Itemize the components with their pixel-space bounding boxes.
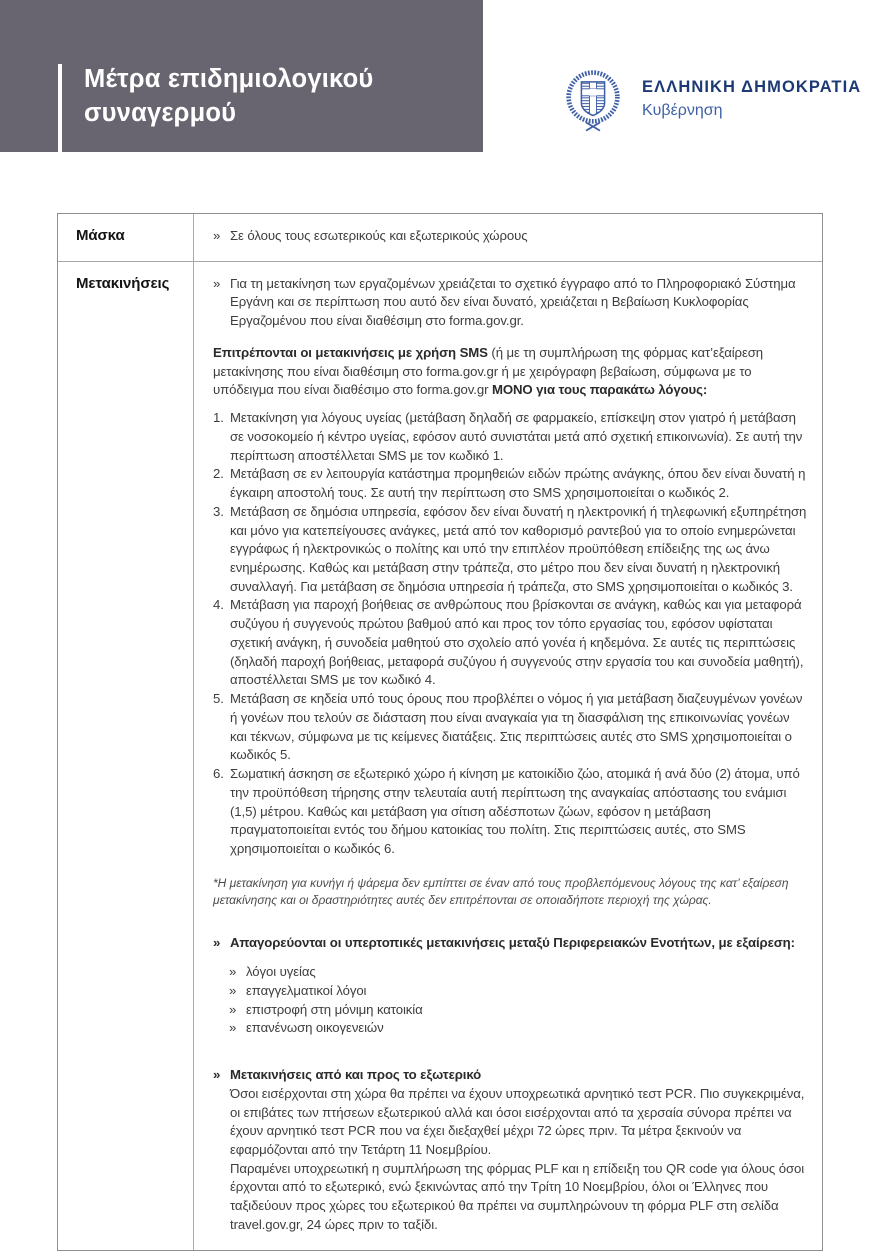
sms-intro-bold-1: Επιτρέπονται οι μετακινήσεις με χρήση SMS (213, 344, 488, 360)
item-number: 4. (213, 597, 224, 613)
exception-text: επιστροφή στη μόνιμη κατοικία (246, 1001, 423, 1017)
item-text: Μετακίνηση για λόγους υγείας (μετάβαση δηλαδή σε φαρμακείο, επίσκεψη στον γιατρό ή μετάβαση σε νοσοκομείο ή κέντρο υγείας, εφόσον αυτό συνιστάται μετά από σχετική επικοινωνία). Σε αυτή την περίπτωση αποστέλλεται SMS με τον κωδικό 1. (230, 410, 803, 463)
guillemet-bullet-icon: » (229, 964, 237, 980)
item-number: 2. (213, 466, 224, 482)
guillemet-bullet-icon: » (213, 275, 221, 291)
ban-heading-text: Απαγορεύονται οι υπερτοπικές μετακινήσεις μεταξύ Περιφερειακών Ενοτήτων, με εξαίρεση: (230, 935, 795, 951)
guillemet-bullet-icon: » (229, 1020, 237, 1036)
sms-permission-intro (213, 344, 807, 400)
page-title-line2: συναγερμού (84, 99, 237, 127)
movements-row-label: Μετακινήσεις (58, 262, 194, 1250)
exception-text: επαγγελματικοί λόγοι (246, 982, 367, 998)
item-number: 1. (213, 410, 224, 426)
sms-reason-item-5 (213, 690, 807, 765)
sms-intro-normal: (ή με τη συμπλήρωση της φόρμας κατ’εξαίρεση μετακίνησης που είναι διαθέσιμη στο forma.gov.gr ή με χειρόγραφη βεβαίωση, σύμφωνα με το υπόδειγμα που είναι διαθέσιμο στο forma.gov.gr (213, 344, 763, 398)
header-band (0, 0, 483, 152)
exception-item-2 (229, 982, 807, 1001)
sms-reason-item-4 (213, 596, 807, 690)
exception-item-4 (229, 1019, 807, 1038)
guillemet-bullet-icon: » (213, 1067, 221, 1083)
ban-exceptions-list (229, 963, 807, 1038)
item-number: 5. (213, 691, 224, 707)
mask-rule-text: Σε όλους τους εσωτερικούς και εξωτερικούς χώρους (230, 228, 528, 243)
sms-reason-item-3 (213, 503, 807, 597)
item-number: 6. (213, 766, 224, 782)
mask-row-label: Μάσκα (58, 214, 194, 262)
interregional-ban-heading (213, 934, 807, 953)
government-logo (564, 64, 861, 138)
guillemet-bullet-icon: » (213, 228, 221, 243)
item-text: Μετάβαση για παροχή βοήθειας σε ανθρώπους που βρίσκονται σε ανάγκη, καθώς και για μεταφορά συζύγου ή συγγενούς πρώτου βαθμού από και προς τον τόπο εργασίας του, εφόσον υφίσταται σχετική ανάγκη, ή συνοδεία μαθητού στο σχολείο από γονέα ή κηδεμόνα. Σε αυτές τις περιπτώσεις (δηλαδή παροχή βοήθειας, μεταφορά συζύγου ή συγγενούς στην εργασία του και συνοδεία μαθητή), αποστέλλεται SMS με τον κωδικό 4. (230, 597, 804, 688)
government-name: ΕΛΛΗΝΙΚΗ ΔΗΜΟΚΡΑΤΙΑ (642, 78, 862, 96)
measures-table (57, 213, 823, 1251)
guillemet-bullet-icon: » (213, 935, 221, 951)
abroad-body (213, 1085, 807, 1235)
sms-reason-item-1 (213, 409, 807, 465)
item-text: Σωματική άσκηση σε εξωτερικό χώρο ή κίνηση με κατοικίδιο ζώο, ατομικά ή ανά δύο (2) άτομα, υπό την προϋπόθεση τήρησης στην τελευταία αυτή περίπτωση της αναγκαίας απόστασης του ενάμισι (1,5) μέτρου. Καθώς και μετάβαση για σίτιση αδέσποτων ζώων, εφόσον η μετάβαση πραγματοποιείται εντός του δήμου κατοικίας του πολίτη. Στις περιπτώσεις αυτές, στο SMS χρησιμοποιείται ο κωδικός 6. (230, 766, 800, 857)
sms-intro-bold-2: ΜΟΝΟ για τους παρακάτω λόγους: (491, 382, 708, 398)
title-accent-bar (58, 64, 62, 152)
workers-certificate-text: Για τη μετακίνηση των εργαζομένων χρειάζεται το σχετικό έγγραφο από το Πληροφοριακό Σύστημα Εργάνη και σε περίπτωση που αυτό δεν είναι δυνατό, χρειάζεται η Βεβαίωση Κυκλοφορίας Εργαζομένου που είναι διαθέσιμη στο forma.gov.gr. (230, 275, 796, 329)
item-number: 3. (213, 503, 224, 519)
guillemet-bullet-icon: » (229, 1001, 237, 1017)
exception-text: επανένωση οικογενειών (246, 1020, 384, 1036)
sms-reasons-list (213, 409, 807, 859)
item-text: Μετάβαση σε κηδεία υπό τους όρους που προβλέπει ο νόμος ή για μετάβαση διαζευγμένων γονέων ή γονέων που τελούν σε διάσταση που είναι αναγκαία για τη διασφάλιση της επικοινωνίας γονέων και τέκνων, σύμφωνα με τις κείμενες διατάξεις. Στις περιπτώσεις αυτές στο SMS χρησιμοποιείται ο κωδικός 5. (230, 691, 803, 763)
guillemet-bullet-icon: » (229, 982, 237, 998)
abroad-travel-section (213, 1066, 807, 1235)
abroad-heading-text: Μετακινήσεις από και προς το εξωτερικό (230, 1067, 482, 1083)
movements-row-content (194, 262, 822, 1250)
government-subtitle: Κυβέρνηση (642, 102, 723, 119)
exception-text: λόγοι υγείας (246, 964, 316, 980)
greek-republic-emblem-icon (564, 64, 622, 138)
exception-item-3 (229, 1001, 807, 1020)
page-title-line1: Μέτρα επιδημιολογικού (84, 65, 374, 93)
government-logo-text (642, 78, 861, 120)
mask-row-content (194, 214, 822, 262)
page-title (84, 62, 373, 130)
hunting-fishing-footnote: *Η μετακίνηση για κυνήγι ή ψάρεμα δεν εμπίπτει σε έναν από τους προβλεπόμενους λόγους της κατ’ εξαίρεση μετακίνησης και οι δραστηριότητες αυτές δεν επιτρέπονται σε οποιαδήποτε περιοχή της χώρας. (213, 875, 789, 907)
item-text: Μετάβαση σε δημόσια υπηρεσία, εφόσον δεν είναι δυνατή η ηλεκτρονική ή τηλεφωνική εξυπηρέτηση και μόνο για κατεπείγουσες ανάγκες, μετά από τον καθορισμό ραντεβού για το οποίο ενημερώνεται εγγράφως ή ηλεκτρονικώς ο πολίτης και υπό την επιπλέον προϋπόθεση επίδειξης της ως άνω ενημέρωσης. Καθώς και μετάβαση στην τράπεζα, στο μέτρο που δεν είναι δυνατή η ηλεκτρονική συναλλαγή. Για μετάβαση σε δημόσια υπηρεσία ή τράπεζα, στο SMS χρησιμοποιείται ο κωδικός 3. (230, 503, 807, 594)
item-text: Μετάβαση σε εν λειτουργία κατάστημα προμηθειών ειδών πρώτης ανάγκης, όπου δεν είναι δυνατή η έγκαιρη αποστολή τους. Σε αυτή την περίπτωση στο SMS χρησιμοποιείται ο κωδικός 2. (230, 466, 806, 501)
abroad-paragraph-2: Παραμένει υποχρεωτική η συμπλήρωση της φόρμας PLF και η επίδειξη του QR code για όλους όσοι έρχονται από το εξωτερικό, ενώ ξεκινώντας από την Τρίτη 10 Νοεμβρίου, όλοι οι Έλληνες που ταξιδεύουν προς χώρες του εξωτερικού θα πρέπει να συμπληρώνουν τη φόρμα PLF στη σελίδα travel.gov.gr, 24 ώρες πριν το ταξίδι. (230, 1160, 805, 1232)
exception-item-1 (229, 963, 807, 982)
abroad-heading (213, 1066, 807, 1085)
mask-bullet-row (213, 227, 807, 246)
workers-certificate-rule (213, 275, 807, 331)
sms-reason-item-2 (213, 465, 807, 502)
abroad-paragraph-1: Όσοι εισέρχονται στη χώρα θα πρέπει να έχουν υποχρεωτικά αρνητικό τεστ PCR. Πιο συγκεκριμένα, οι επιβάτες των πτήσεων εξωτερικού αλλά και όσοι εισέρχονται από τα χερσαία σύνορα πρέπει να έχουν αρνητικό τεστ PCR που να έχει διεξαχθεί μέχρι 72 ώρες πριν. Τα μέτρα ξεκινούν να εφαρμόζονται από την Τετάρτη 11 Νοεμβρίου. (230, 1085, 805, 1157)
sms-reason-item-6 (213, 765, 807, 859)
